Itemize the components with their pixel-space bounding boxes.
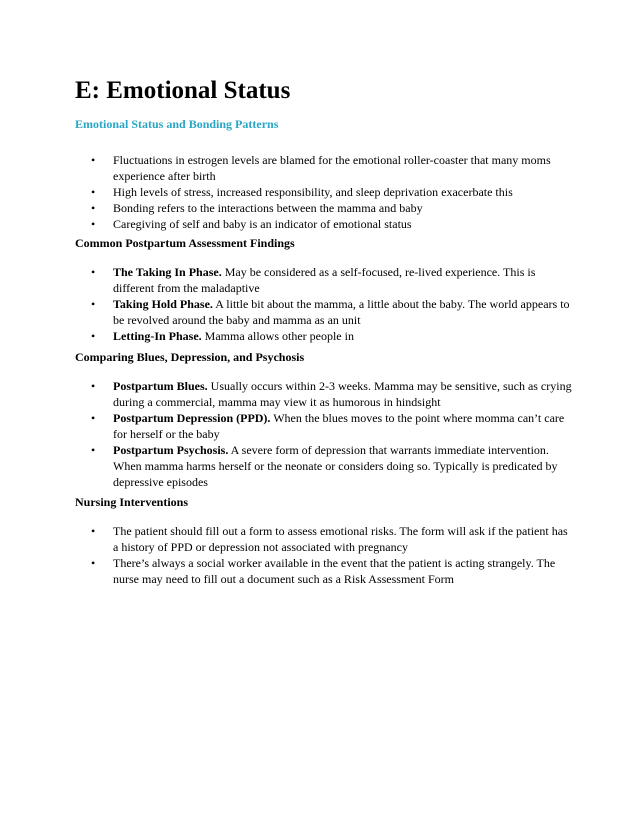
list-item-lead: Letting-In Phase. xyxy=(113,329,202,343)
list-item-text: High levels of stress, increased responsibility, and sleep deprivation exacerbate this xyxy=(113,185,513,199)
bullet-icon: • xyxy=(91,411,96,425)
bullet-icon: • xyxy=(91,379,96,393)
list-item-text: Usually occurs within 2-3 weeks. Mamma may be sensitive, such as crying during a commercial, mamma may view it as humorous in hindsight xyxy=(113,379,572,409)
list-item-text: Fluctuations in estrogen levels are blamed for the emotional roller-coaster that many moms experience after birth xyxy=(113,153,551,183)
bullet-icon: • xyxy=(91,201,96,215)
list-item-lead: Postpartum Blues. xyxy=(113,379,208,393)
section-heading-emotional-status: Emotional Status and Bonding Patterns xyxy=(75,117,279,131)
list-item xyxy=(0,523,573,555)
list-item xyxy=(0,184,573,200)
bullet-list-comparing xyxy=(0,378,638,490)
bullet-list-assessment-findings xyxy=(0,264,638,344)
list-item xyxy=(0,152,573,184)
section-heading-assessment-findings: Common Postpartum Assessment Findings xyxy=(75,236,295,250)
list-item-text: There’s always a social worker available in the event that the patient is acting strangely. The nurse may need to fill out a document such as a Risk Assessment Form xyxy=(113,556,556,586)
list-item xyxy=(0,328,573,344)
list-item-text: Mamma allows other people in xyxy=(201,329,354,343)
bullet-icon: • xyxy=(91,443,96,457)
list-item xyxy=(0,555,573,587)
list-item-text: The patient should fill out a form to assess emotional risks. The form will ask if the patient has a history of PPD or depression not associated with pregnancy xyxy=(113,524,568,554)
list-item-lead: Taking Hold Phase. xyxy=(113,297,213,311)
list-item-text: When the blues moves to the point where momma can’t care for herself or the baby xyxy=(113,411,565,441)
list-item xyxy=(0,200,573,216)
list-item xyxy=(0,296,573,328)
list-item-text: A severe form of depression that warrants immediate intervention. When mamma harms herself or the neonate or considers doing so. Typically is predicated by depressive episodes xyxy=(113,443,558,489)
section-heading-comparing: Comparing Blues, Depression, and Psychosis xyxy=(75,350,305,364)
list-item-text: Bonding refers to the interactions between the mamma and baby xyxy=(113,201,423,215)
bullet-icon: • xyxy=(91,153,96,167)
list-item-text: May be considered as a self-focused, re-lived experience. This is different from the maladaptive xyxy=(113,265,536,295)
bullet-list-nursing-interventions xyxy=(0,523,638,587)
page-title: E: Emotional Status xyxy=(75,77,291,104)
section-heading-nursing-interventions: Nursing Interventions xyxy=(75,495,189,509)
bullet-icon: • xyxy=(91,524,96,538)
bullet-icon: • xyxy=(91,185,96,199)
list-item xyxy=(0,378,573,410)
bullet-icon: • xyxy=(91,329,96,343)
list-item xyxy=(0,442,573,490)
list-item xyxy=(0,216,573,232)
list-item-lead: Postpartum Psychosis. xyxy=(113,443,229,457)
list-item-text: A little bit about the mamma, a little about the baby. The world appears to be revolved around the baby and mamma as an unit xyxy=(113,297,570,327)
bullet-icon: • xyxy=(91,556,96,570)
list-item-lead: The Taking In Phase. xyxy=(113,265,222,279)
list-item xyxy=(0,264,573,296)
bullet-icon: • xyxy=(91,265,96,279)
bullet-icon: • xyxy=(91,297,96,311)
list-item xyxy=(0,410,573,442)
list-item-text: Caregiving of self and baby is an indicator of emotional status xyxy=(113,217,412,231)
bullet-list-emotional-status xyxy=(0,152,638,232)
bullet-icon: • xyxy=(91,217,96,231)
list-item-lead: Postpartum Depression (PPD). xyxy=(113,411,271,425)
